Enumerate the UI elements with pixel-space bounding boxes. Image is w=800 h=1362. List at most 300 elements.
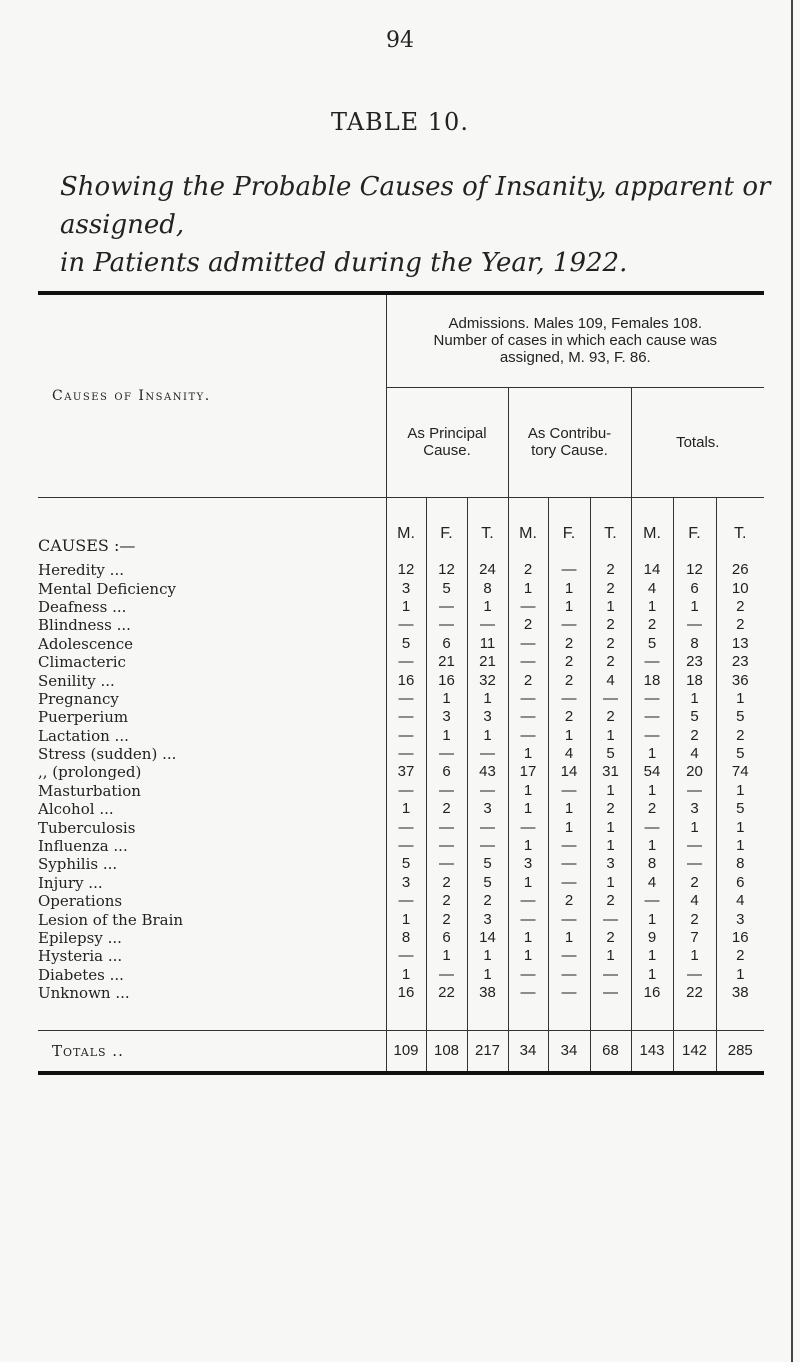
col-principal-t: T. — [467, 497, 508, 561]
cell-ct: 2 — [590, 800, 631, 818]
cell-tm: 4 — [631, 579, 673, 597]
cell-cm: 1 — [508, 874, 548, 892]
cell-cm: — — [508, 690, 548, 708]
cell-tf: — — [673, 837, 716, 855]
subtitle-line-1: Showing the Probable Causes of Insanity, apparent or assigned, — [60, 172, 771, 240]
table-row — [38, 635, 764, 653]
cell-tm: — — [631, 653, 673, 671]
cause-label: Puerperium — [38, 708, 129, 727]
cell-pm: 16 — [386, 984, 426, 1002]
cell-pt: 14 — [467, 929, 508, 947]
cell-pt: 3 — [467, 910, 508, 928]
cell-pt: 1 — [467, 598, 508, 616]
cell-tm: 1 — [631, 598, 673, 616]
cell-tt: 13 — [716, 635, 764, 653]
bottom-rule — [38, 1071, 764, 1075]
cell-cf: — — [548, 561, 590, 579]
cell-tt: 3 — [716, 910, 764, 928]
cell-pm: 1 — [386, 800, 426, 818]
totals-tt: 285 — [716, 1031, 764, 1072]
cell-ct: — — [590, 690, 631, 708]
cell-pm: 8 — [386, 929, 426, 947]
cell-pf: 2 — [426, 874, 467, 892]
cell-ct: 2 — [590, 653, 631, 671]
cell-pt: — — [467, 782, 508, 800]
cell-cm: — — [508, 818, 548, 836]
cause-label: Unknown ... — [38, 984, 130, 1003]
cell-cm: — — [508, 910, 548, 928]
cell-cf: 2 — [548, 708, 590, 726]
cell-ct: — — [590, 966, 631, 984]
cause-label: Deafness ... — [38, 597, 127, 616]
cell-tf: — — [673, 966, 716, 984]
cell-tf: 18 — [673, 671, 716, 689]
col-contrib-f: F. — [548, 497, 590, 561]
table-row — [38, 616, 764, 634]
table-row — [38, 763, 764, 781]
table-row — [38, 727, 764, 745]
cell-pm: 3 — [386, 874, 426, 892]
table-row — [38, 653, 764, 671]
cell-cf: — — [548, 782, 590, 800]
cell-tf: 5 — [673, 708, 716, 726]
cell-cf: — — [548, 616, 590, 634]
cell-pf: — — [426, 818, 467, 836]
cell-tt: 8 — [716, 855, 764, 873]
cell-tm: 1 — [631, 966, 673, 984]
cell-tt: 1 — [716, 690, 764, 708]
cell-pf: 1 — [426, 727, 467, 745]
cell-cm: 2 — [508, 671, 548, 689]
cause-label: Pregnancy — [38, 689, 119, 708]
totals-pm: 109 — [386, 1031, 426, 1072]
contrib-line-2: tory Cause. — [531, 442, 608, 459]
cell-pm: 1 — [386, 910, 426, 928]
cell-pm: 3 — [386, 579, 426, 597]
cell-pt: 5 — [467, 874, 508, 892]
totals-label: Totals .. — [38, 1031, 386, 1072]
cell-ct: 2 — [590, 929, 631, 947]
cell-pt: — — [467, 837, 508, 855]
cause-label: Operations — [38, 892, 123, 911]
cell-tf: 2 — [673, 727, 716, 745]
cell-cm: 1 — [508, 579, 548, 597]
cell-cm: — — [508, 708, 548, 726]
cell-pt: 32 — [467, 671, 508, 689]
totals-ct: 68 — [590, 1031, 631, 1072]
table-row — [38, 929, 764, 947]
cause-label: Lactation ... — [38, 726, 129, 745]
cell-tf: 20 — [673, 763, 716, 781]
table-row — [38, 745, 764, 763]
cell-cm: — — [508, 984, 548, 1002]
cell-tf: 4 — [673, 892, 716, 910]
cell-tm: 14 — [631, 561, 673, 579]
cell-pt: 24 — [467, 561, 508, 579]
cell-tm: 1 — [631, 910, 673, 928]
cell-pt: 38 — [467, 984, 508, 1002]
totals-tf: 142 — [673, 1031, 716, 1072]
table-row — [38, 984, 764, 1002]
principal-line-2: Cause. — [423, 442, 471, 459]
cell-cf: 2 — [548, 892, 590, 910]
cell-pf: 2 — [426, 892, 467, 910]
cell-ct: 1 — [590, 782, 631, 800]
cell-pf: 12 — [426, 561, 467, 579]
cell-cm: 1 — [508, 929, 548, 947]
cell-tt: 23 — [716, 653, 764, 671]
totals-tm: 143 — [631, 1031, 673, 1072]
cell-tm: 9 — [631, 929, 673, 947]
cause-label: Lesion of the Brain — [38, 910, 184, 929]
cause-label: Masturbation — [38, 781, 141, 800]
cell-tf: 3 — [673, 800, 716, 818]
table-row — [38, 874, 764, 892]
admissions-line-1: Admissions. Males 109, Females 108. — [448, 315, 702, 333]
col-principal-f: F. — [426, 497, 467, 561]
cell-cm: 3 — [508, 855, 548, 873]
cell-pf: — — [426, 782, 467, 800]
cell-tt: 2 — [716, 598, 764, 616]
cell-pt: 1 — [467, 727, 508, 745]
cell-pt: 43 — [467, 763, 508, 781]
table-row — [38, 579, 764, 597]
cell-tf: — — [673, 855, 716, 873]
cell-tf: — — [673, 782, 716, 800]
cell-pf: 2 — [426, 910, 467, 928]
cell-cm: 2 — [508, 616, 548, 634]
cell-cm: 1 — [508, 745, 548, 763]
table-row — [38, 598, 764, 616]
cell-cf: 1 — [548, 818, 590, 836]
cell-pm: 12 — [386, 561, 426, 579]
cell-tt: 2 — [716, 947, 764, 965]
cause-label: Stress (sudden) ... — [38, 745, 177, 764]
cell-pm: — — [386, 745, 426, 763]
cell-tm: 1 — [631, 947, 673, 965]
page-number: 94 — [386, 28, 414, 53]
cell-ct: 4 — [590, 671, 631, 689]
cell-pf: — — [426, 966, 467, 984]
cell-pf: 3 — [426, 708, 467, 726]
cell-tf: 22 — [673, 984, 716, 1002]
cell-pf: — — [426, 855, 467, 873]
totals-row — [38, 1031, 764, 1072]
cell-tf: 2 — [673, 874, 716, 892]
cell-ct: 1 — [590, 598, 631, 616]
cell-pf: 6 — [426, 929, 467, 947]
table-row — [38, 690, 764, 708]
cell-tm: — — [631, 690, 673, 708]
data-rows — [38, 561, 764, 1002]
cell-ct: 3 — [590, 855, 631, 873]
cell-pm: — — [386, 837, 426, 855]
cell-pf: 6 — [426, 635, 467, 653]
cell-pf: — — [426, 616, 467, 634]
cell-pm: 5 — [386, 855, 426, 873]
table-row — [38, 800, 764, 818]
cell-cf: 1 — [548, 598, 590, 616]
cell-tt: 1 — [716, 837, 764, 855]
cell-pm: 1 — [386, 966, 426, 984]
cell-tt: 6 — [716, 874, 764, 892]
cell-pt: 11 — [467, 635, 508, 653]
cell-ct: 1 — [590, 837, 631, 855]
cell-tm: 54 — [631, 763, 673, 781]
cell-pm: — — [386, 818, 426, 836]
cell-pm: — — [386, 782, 426, 800]
cell-pf: — — [426, 745, 467, 763]
table-row — [38, 671, 764, 689]
cause-label: Alcohol ... — [38, 800, 114, 819]
admissions-line-2: Number of cases in which each cause was — [433, 332, 718, 350]
cell-cm: 1 — [508, 782, 548, 800]
cell-cf: — — [548, 947, 590, 965]
cell-tm: 1 — [631, 782, 673, 800]
totals-cf: 34 — [548, 1031, 590, 1072]
cell-ct: 1 — [590, 874, 631, 892]
causes-heading: Causes of Insanity. — [38, 295, 386, 497]
cell-tm: 5 — [631, 635, 673, 653]
cell-tm: — — [631, 892, 673, 910]
cell-pf: — — [426, 598, 467, 616]
cell-cm: 1 — [508, 837, 548, 855]
cause-label: Influenza ... — [38, 837, 128, 856]
cell-tf: 12 — [673, 561, 716, 579]
cell-pm: — — [386, 616, 426, 634]
cell-pt: 3 — [467, 708, 508, 726]
cell-cf: — — [548, 837, 590, 855]
cell-ct: 1 — [590, 818, 631, 836]
cell-pf: 5 — [426, 579, 467, 597]
cell-tf: 1 — [673, 598, 716, 616]
cell-tt: 1 — [716, 782, 764, 800]
table-row — [38, 892, 764, 910]
cell-pm: 1 — [386, 598, 426, 616]
cell-cf: — — [548, 855, 590, 873]
cell-pf: 1 — [426, 690, 467, 708]
cell-cf: — — [548, 984, 590, 1002]
cell-tm: — — [631, 727, 673, 745]
cell-tt: 74 — [716, 763, 764, 781]
cell-ct: 2 — [590, 561, 631, 579]
cell-pt: 21 — [467, 653, 508, 671]
cell-tt: 5 — [716, 708, 764, 726]
table-row — [38, 966, 764, 984]
cell-ct: — — [590, 984, 631, 1002]
table-row — [38, 837, 764, 855]
col-principal-m: M. — [386, 497, 426, 561]
cell-tm: 2 — [631, 616, 673, 634]
cell-cm: — — [508, 727, 548, 745]
cell-cm: 1 — [508, 800, 548, 818]
contrib-line-1: As Contribu- — [527, 425, 612, 442]
cell-ct: 1 — [590, 727, 631, 745]
cell-pt: 8 — [467, 579, 508, 597]
cell-pf: 22 — [426, 984, 467, 1002]
cell-pf: 1 — [426, 947, 467, 965]
cell-pm: — — [386, 892, 426, 910]
causes-table-wrapper — [38, 291, 764, 1075]
cell-cf: 2 — [548, 635, 590, 653]
cell-cm: 2 — [508, 561, 548, 579]
cell-pt: — — [467, 818, 508, 836]
cell-cf: 1 — [548, 727, 590, 745]
cell-tf: — — [673, 616, 716, 634]
cell-tf: 8 — [673, 635, 716, 653]
cell-tf: 1 — [673, 690, 716, 708]
cell-tt: 36 — [716, 671, 764, 689]
subtitle-line-2: in Patients admitted during the Year, 1922. — [60, 248, 628, 278]
cell-pt: 1 — [467, 966, 508, 984]
cell-cf: — — [548, 690, 590, 708]
admissions-heading — [386, 295, 764, 387]
admissions-line-3: assigned, M. 93, F. 86. — [499, 349, 651, 367]
cell-pt: — — [467, 745, 508, 763]
cell-tt: 4 — [716, 892, 764, 910]
cell-ct: 2 — [590, 635, 631, 653]
table-row — [38, 782, 764, 800]
table-row — [38, 708, 764, 726]
totals-pt: 217 — [467, 1031, 508, 1072]
cell-cf: 14 — [548, 763, 590, 781]
cell-pt: 5 — [467, 855, 508, 873]
cell-pm: — — [386, 727, 426, 745]
cell-pm: 37 — [386, 763, 426, 781]
cell-tm: — — [631, 818, 673, 836]
principal-cause-heading — [386, 387, 508, 497]
col-contrib-m: M. — [508, 497, 548, 561]
cell-cf: 2 — [548, 671, 590, 689]
cell-ct: — — [590, 910, 631, 928]
cell-pt: 2 — [467, 892, 508, 910]
table-row — [38, 910, 764, 928]
cell-tm: — — [631, 708, 673, 726]
cell-ct: 1 — [590, 947, 631, 965]
cell-pm: 5 — [386, 635, 426, 653]
cell-cm: — — [508, 598, 548, 616]
cell-cf: 4 — [548, 745, 590, 763]
cause-label: Climacteric — [38, 653, 126, 672]
cell-tm: 8 — [631, 855, 673, 873]
cell-pm: 16 — [386, 671, 426, 689]
col-total-m: M. — [631, 497, 673, 561]
cell-tt: 1 — [716, 966, 764, 984]
cell-tf: 1 — [673, 947, 716, 965]
cell-tf: 7 — [673, 929, 716, 947]
cell-pt: 1 — [467, 947, 508, 965]
contributory-cause-heading — [508, 387, 631, 497]
cell-cm: — — [508, 966, 548, 984]
cause-label: Epilepsy ... — [38, 929, 122, 947]
cell-pm: — — [386, 690, 426, 708]
cell-tm: 2 — [631, 800, 673, 818]
cell-pf: 21 — [426, 653, 467, 671]
cell-tt: 5 — [716, 745, 764, 763]
cell-cm: — — [508, 892, 548, 910]
cell-pf: 2 — [426, 800, 467, 818]
cell-pt: — — [467, 616, 508, 634]
cell-tf: 4 — [673, 745, 716, 763]
cell-tm: 1 — [631, 745, 673, 763]
table-row — [38, 855, 764, 873]
cause-label: ,, (prolonged) — [38, 763, 142, 782]
cell-tt: 16 — [716, 929, 764, 947]
cause-label: Senility ... — [38, 671, 115, 690]
cell-tt: 1 — [716, 818, 764, 836]
table-row — [38, 561, 764, 579]
table-title: TABLE 10. — [331, 108, 469, 136]
cell-cf: — — [548, 874, 590, 892]
table-row — [38, 818, 764, 836]
cell-tt: 10 — [716, 579, 764, 597]
cause-label: Injury ... — [38, 873, 103, 892]
cell-tf: 23 — [673, 653, 716, 671]
cell-tt: 26 — [716, 561, 764, 579]
causes-label: CAUSES :— — [38, 536, 136, 555]
cause-label: Mental Deficiency — [38, 579, 176, 598]
cell-tf: 2 — [673, 910, 716, 928]
spacer-row — [38, 1002, 764, 1031]
cell-tm: 1 — [631, 837, 673, 855]
cell-tt: 2 — [716, 616, 764, 634]
col-contrib-t: T. — [590, 497, 631, 561]
cell-pf: 16 — [426, 671, 467, 689]
cell-tm: 18 — [631, 671, 673, 689]
table-subtitle — [60, 168, 800, 282]
cell-tt: 2 — [716, 727, 764, 745]
table-row — [38, 947, 764, 965]
cell-ct: 2 — [590, 892, 631, 910]
cell-cm: 17 — [508, 763, 548, 781]
totals-heading: Totals. — [631, 387, 764, 497]
cell-cm: 1 — [508, 947, 548, 965]
cell-ct: 5 — [590, 745, 631, 763]
cell-tm: 16 — [631, 984, 673, 1002]
cell-pm: — — [386, 653, 426, 671]
cause-label: Hysteria ... — [38, 947, 123, 966]
cell-pt: 3 — [467, 800, 508, 818]
cell-pf: 6 — [426, 763, 467, 781]
cause-label: Heredity ... — [38, 561, 124, 580]
cell-cf: 2 — [548, 653, 590, 671]
cell-pm: — — [386, 947, 426, 965]
cell-cf: 1 — [548, 579, 590, 597]
causes-table — [38, 295, 764, 1071]
cell-tt: 38 — [716, 984, 764, 1002]
cell-tf: 6 — [673, 579, 716, 597]
cell-cm: — — [508, 653, 548, 671]
cell-pt: 1 — [467, 690, 508, 708]
col-total-t: T. — [716, 497, 764, 561]
cell-cm: — — [508, 635, 548, 653]
cell-ct: 2 — [590, 708, 631, 726]
col-total-f: F. — [673, 497, 716, 561]
cell-pm: — — [386, 708, 426, 726]
cell-ct: 31 — [590, 763, 631, 781]
cell-cf: — — [548, 966, 590, 984]
cause-label: Blindness ... — [38, 616, 131, 635]
totals-pf: 108 — [426, 1031, 467, 1072]
cell-tf: 1 — [673, 818, 716, 836]
cause-label: Syphilis ... — [38, 855, 118, 874]
cause-label: Tuberculosis — [38, 818, 136, 837]
cell-ct: 2 — [590, 616, 631, 634]
cell-ct: 2 — [590, 579, 631, 597]
cause-label: Adolescence — [38, 634, 134, 653]
cell-cf: — — [548, 910, 590, 928]
cell-tt: 5 — [716, 800, 764, 818]
